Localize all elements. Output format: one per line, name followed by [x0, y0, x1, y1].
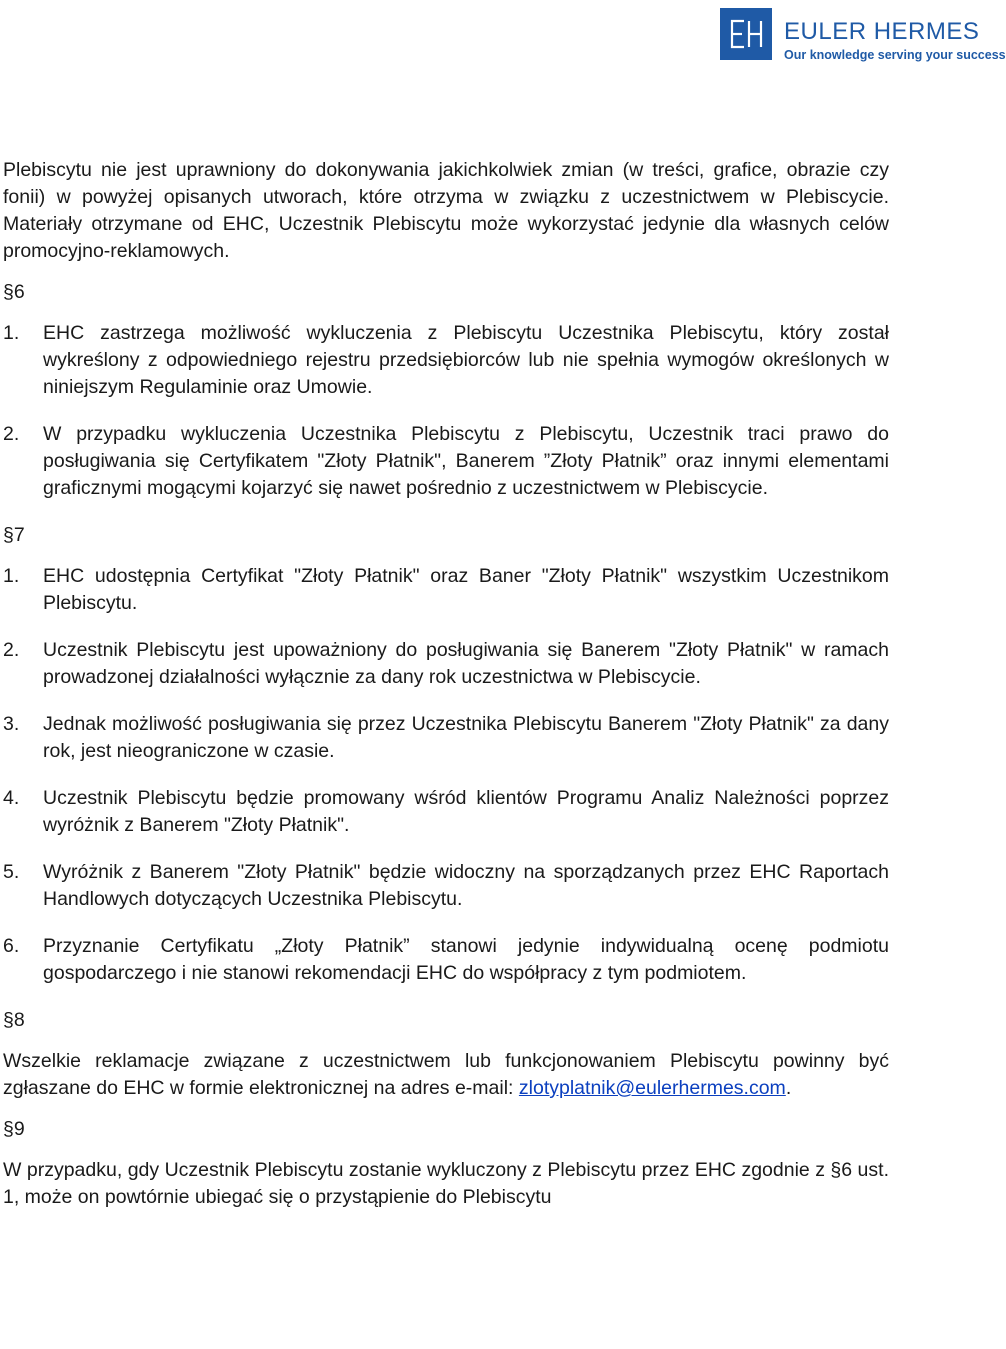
item-number: 6.: [3, 935, 20, 957]
euler-hermes-logo: [720, 6, 1006, 66]
section-8-heading: §8: [3, 1009, 25, 1031]
list-item: [3, 933, 889, 987]
section-9-heading: §9: [3, 1118, 25, 1140]
item-text: EHC udostępnia Certyfikat "Złoty Płatnik" oraz Baner "Złoty Płatnik" wszystkim Uczestnikom Plebiscytu.: [43, 565, 889, 614]
section-7-heading: §7: [3, 524, 25, 546]
section-9-paragraph: W przypadku, gdy Uczestnik Plebiscytu zostanie wykluczony z Plebiscytu przez EHC zgodnie z §6 ust. 1, może on powtórnie ubiegać się o przystąpienie do Plebiscytu: [3, 1159, 889, 1208]
item-text: EHC zastrzega możliwość wykluczenia z Plebiscytu Uczestnika Plebiscytu, który został wykreślony z odpowiedniego rejestru przedsiębiorców lub nie spełnia wymogów określonych w niniejszym Regulaminie oraz Umowie.: [43, 322, 889, 398]
email-link[interactable]: zlotyplatnik@eulerhermes.com: [518, 1077, 786, 1099]
logo-tagline: Our knowledge serving your success: [784, 48, 1006, 62]
item-text: Wyróżnik z Banerem "Złoty Płatnik" będzie widoczny na sporządzanych przez EHC Raportach Handlowych dotyczących Uczestnika Plebiscytu.: [43, 861, 889, 910]
list-item: [3, 859, 889, 913]
item-number: 3.: [3, 713, 20, 735]
list-item: [3, 421, 889, 502]
list-item: [3, 563, 889, 617]
intro-paragraph: Plebiscytu nie jest uprawniony do dokonywania jakichkolwiek zmian (w treści, grafice, obrazie czy fonii) w powyżej opisanych utworach, które otrzyma w związku z uczestnictwem w Plebiscycie. Materiały otrzymane od EHC, Uczestnik Plebiscytu może wykorzystać jedynie dla własnych celów promocyjno-reklamowych.: [3, 159, 889, 262]
item-number: 1.: [3, 322, 20, 344]
eh-monogram-icon: [720, 8, 772, 60]
section-8-paragraph: [3, 1048, 889, 1102]
logo-name: EULER HERMES: [784, 18, 980, 45]
item-text: Uczestnik Plebiscytu jest upoważniony do posługiwania się Banerem "Złoty Płatnik" w ramach prowadzonej działalności wyłącznie za dany rok uczestnictwa w Plebiscycie.: [43, 639, 889, 688]
item-text: Uczestnik Plebiscytu będzie promowany wśród klientów Programu Analiz Należności poprzez wyróżnik z Banerem "Złoty Płatnik".: [43, 787, 889, 836]
item-text: Przyznanie Certyfikatu „Złoty Płatnik” stanowi jedynie indywidualną ocenę podmiotu gospodarczego i nie stanowi rekomendacji EHC do współpracy z tym podmiotem.: [43, 935, 889, 984]
item-number: 2.: [3, 423, 20, 445]
item-text: W przypadku wykluczenia Uczestnika Plebiscytu z Plebiscytu, Uczestnik traci prawo do posługiwania się Certyfikatem "Złoty Płatnik", Banerem ”Złoty Płatnik” oraz innymi elementami graficznymi mogącymi kojarzyć się nawet pośrednio z uczestnictwem w Plebiscycie.: [43, 423, 889, 499]
item-number: 4.: [3, 787, 20, 809]
item-number: 1.: [3, 565, 20, 587]
list-item: [3, 785, 889, 839]
list-item: [3, 320, 889, 401]
list-item: [3, 711, 889, 765]
item-number: 5.: [3, 861, 20, 883]
section-8-text: Wszelkie reklamacje związane z uczestnictwem lub funkcjonowaniem Plebiscytu powinny być zgłaszane do EHC w formie elektronicznej na adres e-mail:: [3, 1050, 889, 1099]
document-body: [3, 157, 889, 1211]
list-item: [3, 637, 889, 691]
item-number: 2.: [3, 639, 20, 661]
item-text: Jednak możliwość posługiwania się przez Uczestnika Plebiscytu Banerem "Złoty Płatnik" za dany rok, jest nieograniczone w czasie.: [43, 713, 889, 762]
section-6-heading: §6: [3, 281, 25, 303]
section-8-period: .: [785, 1077, 792, 1099]
